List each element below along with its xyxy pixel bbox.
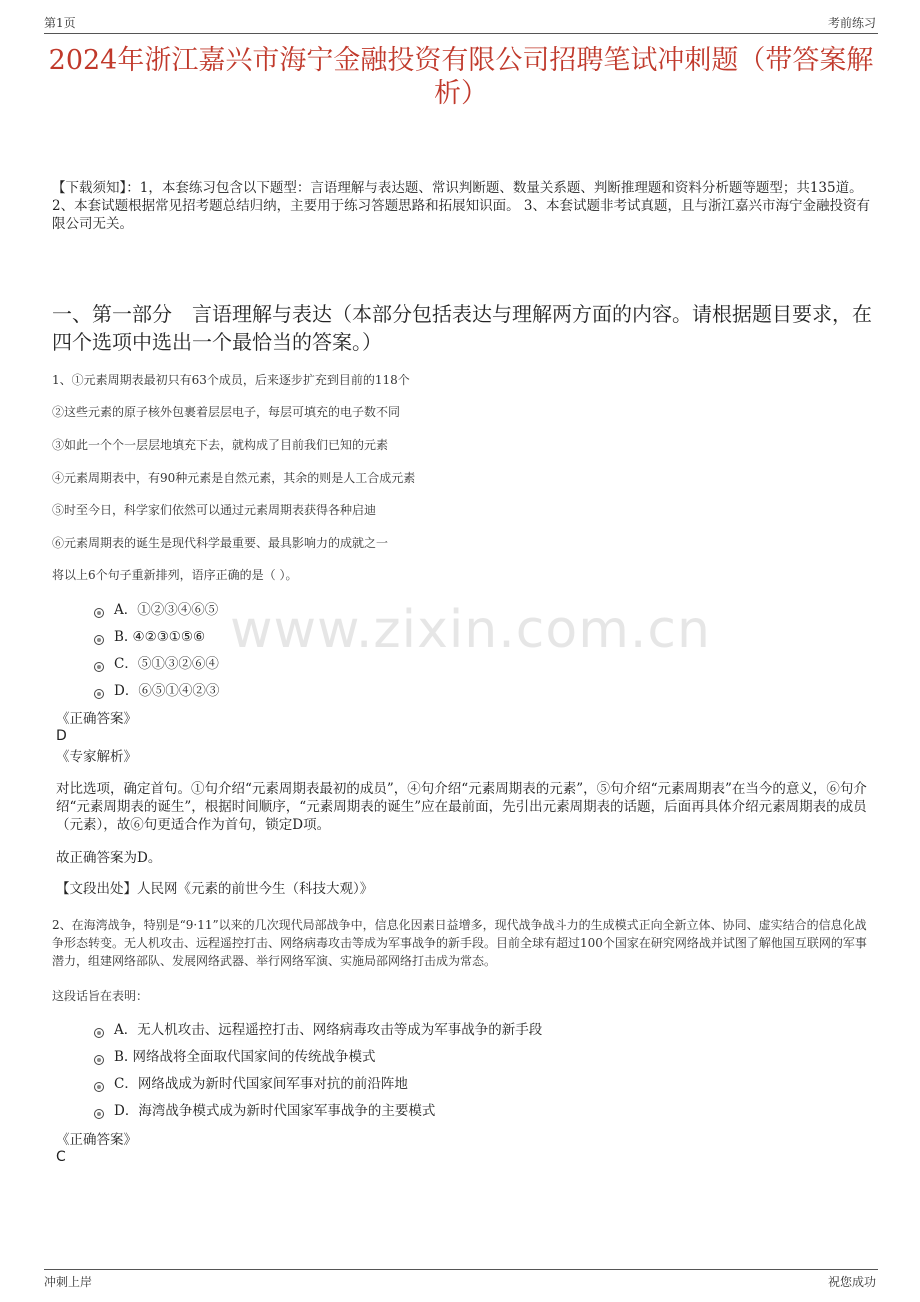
q1-sentence-1: 1、①元素周期表最初只有63个成员，后来逐步扩充到目前的118个 (52, 373, 410, 387)
q2-option-a[interactable] (94, 1021, 542, 1039)
footer-divider (44, 1269, 878, 1270)
q1-option-d[interactable] (94, 682, 219, 700)
footer-right: 祝您成功 (827, 1275, 876, 1289)
q2-option-b[interactable] (94, 1048, 376, 1066)
q2-option-c[interactable] (94, 1075, 408, 1093)
q1-option-b[interactable] (94, 628, 205, 646)
q1-option-b-label: B. ④②③①⑤⑥ (114, 629, 206, 645)
header-divider (44, 33, 878, 34)
page-number: 第1页 (44, 16, 76, 30)
radio-icon[interactable] (94, 662, 104, 672)
q1-answer-label: 《正确答案》 (56, 711, 137, 727)
q2-option-a-label: A．无人机攻击、远程遥控打击、网络病毒攻击等成为军事战争的新手段 (114, 1022, 543, 1038)
download-notice: 【下载须知】：1，本套练习包含以下题型：言语理解与表达题、常识判断题、数量关系题、判断推理题和资料分析题等题型；共135道。 2、本套试题根据常见招考题总结归纳，主要用于练习答题思路和拓展知识面。 3、本套试题非考试真题，且与浙江嘉兴市海宁金融投资有限公司无关。 (52, 180, 870, 232)
radio-icon[interactable] (94, 635, 104, 645)
q1-answer: D (56, 728, 67, 744)
q2-prompt: 这段话旨在表明： (52, 989, 149, 1003)
radio-icon[interactable] (94, 1109, 104, 1119)
q1-sentence-4: ④元素周期表中，有90种元素是自然元素，其余的则是人工合成元素 (52, 471, 416, 485)
q1-conclusion: 故正确答案为D。 (56, 850, 162, 866)
q1-sentence-5: ⑤时至今日，科学家们依然可以通过元素周期表获得各种启迪 (52, 503, 377, 517)
header-label: 考前练习 (827, 16, 876, 30)
q2-option-b-label: B. 网络战将全面取代国家间的传统战争模式 (114, 1049, 376, 1065)
watermark-text: www.zixin.com.cn (230, 600, 711, 660)
q1-prompt: 将以上6个句子重新排列，语序正确的是（ ）。 (52, 568, 298, 582)
q1-sentence-3: ③如此一个个一层层地填充下去，就构成了目前我们已知的元素 (52, 438, 389, 452)
q1-option-c[interactable] (94, 655, 219, 673)
q2-answer-label: 《正确答案》 (56, 1132, 137, 1148)
q2-text: 2、在海湾战争，特别是“9·11”以来的几次现代局部战争中，信息化因素日益增多，现代战争战斗力的生成模式正向全新立体、协同、虚实结合的信息化战争形态转变。无人机攻击、远程遥控打击、网络病毒攻击等成为军事战争的新手段。目前全球有超过100个国家在研究网络战并试图了解他国互联网的军事潜力，组建网络部队、发展网络武器、举行网络军演、实施局部网络打击成为常态。 (52, 918, 867, 968)
document-title: 2024年浙江嘉兴市海宁金融投资有限公司招聘笔试冲刺题（带答案解析） (48, 45, 874, 109)
q1-option-d-label: D．⑥⑤①④②③ (114, 683, 220, 699)
q1-analysis: 对比选项，确定首句。①句介绍“元素周期表最初的成员”，④句介绍“元素周期表的元素”，⑤句介绍“元素周期表”在当今的意义，⑥句介绍“元素周期表的诞生”，根据时间顺序，“元素周期表的诞生”应在最前面，先引出元素周期表的话题，后面再具体介绍元素周期表的成员（元素），故⑥句更适合作为首句，锁定D项。 (56, 781, 867, 833)
q1-option-a[interactable] (94, 601, 218, 619)
radio-icon[interactable] (94, 689, 104, 699)
q2-option-d-label: D．海湾战争模式成为新时代国家军事战争的主要模式 (114, 1103, 436, 1119)
radio-icon[interactable] (94, 1028, 104, 1038)
q1-sentence-6: ⑥元素周期表的诞生是现代科学最重要、最具影响力的成就之一 (52, 536, 389, 550)
q1-sentence-2: ②这些元素的原子核外包裹着层层电子，每层可填充的电子数不同 (52, 405, 401, 419)
q1-option-c-label: C．⑤①③②⑥④ (114, 656, 219, 672)
q1-option-a-label: A．①②③④⑥⑤ (114, 602, 219, 618)
q2-option-d[interactable] (94, 1102, 435, 1120)
radio-icon[interactable] (94, 1055, 104, 1065)
q1-analysis-label: 《专家解析》 (56, 749, 137, 765)
radio-icon[interactable] (94, 608, 104, 618)
footer-left: 冲刺上岸 (44, 1275, 93, 1289)
section-heading: 一、第一部分 言语理解与表达（本部分包括表达与理解两方面的内容。请根据题目要求，在四个选项中选出一个最恰当的答案。） (52, 302, 872, 354)
radio-icon[interactable] (94, 1082, 104, 1092)
q2-answer: C (56, 1149, 66, 1165)
q2-option-c-label: C．网络战成为新时代国家间军事对抗的前沿阵地 (114, 1076, 408, 1092)
q1-source: 【文段出处】人民网《元素的前世今生（科技大观）》 (56, 881, 374, 897)
